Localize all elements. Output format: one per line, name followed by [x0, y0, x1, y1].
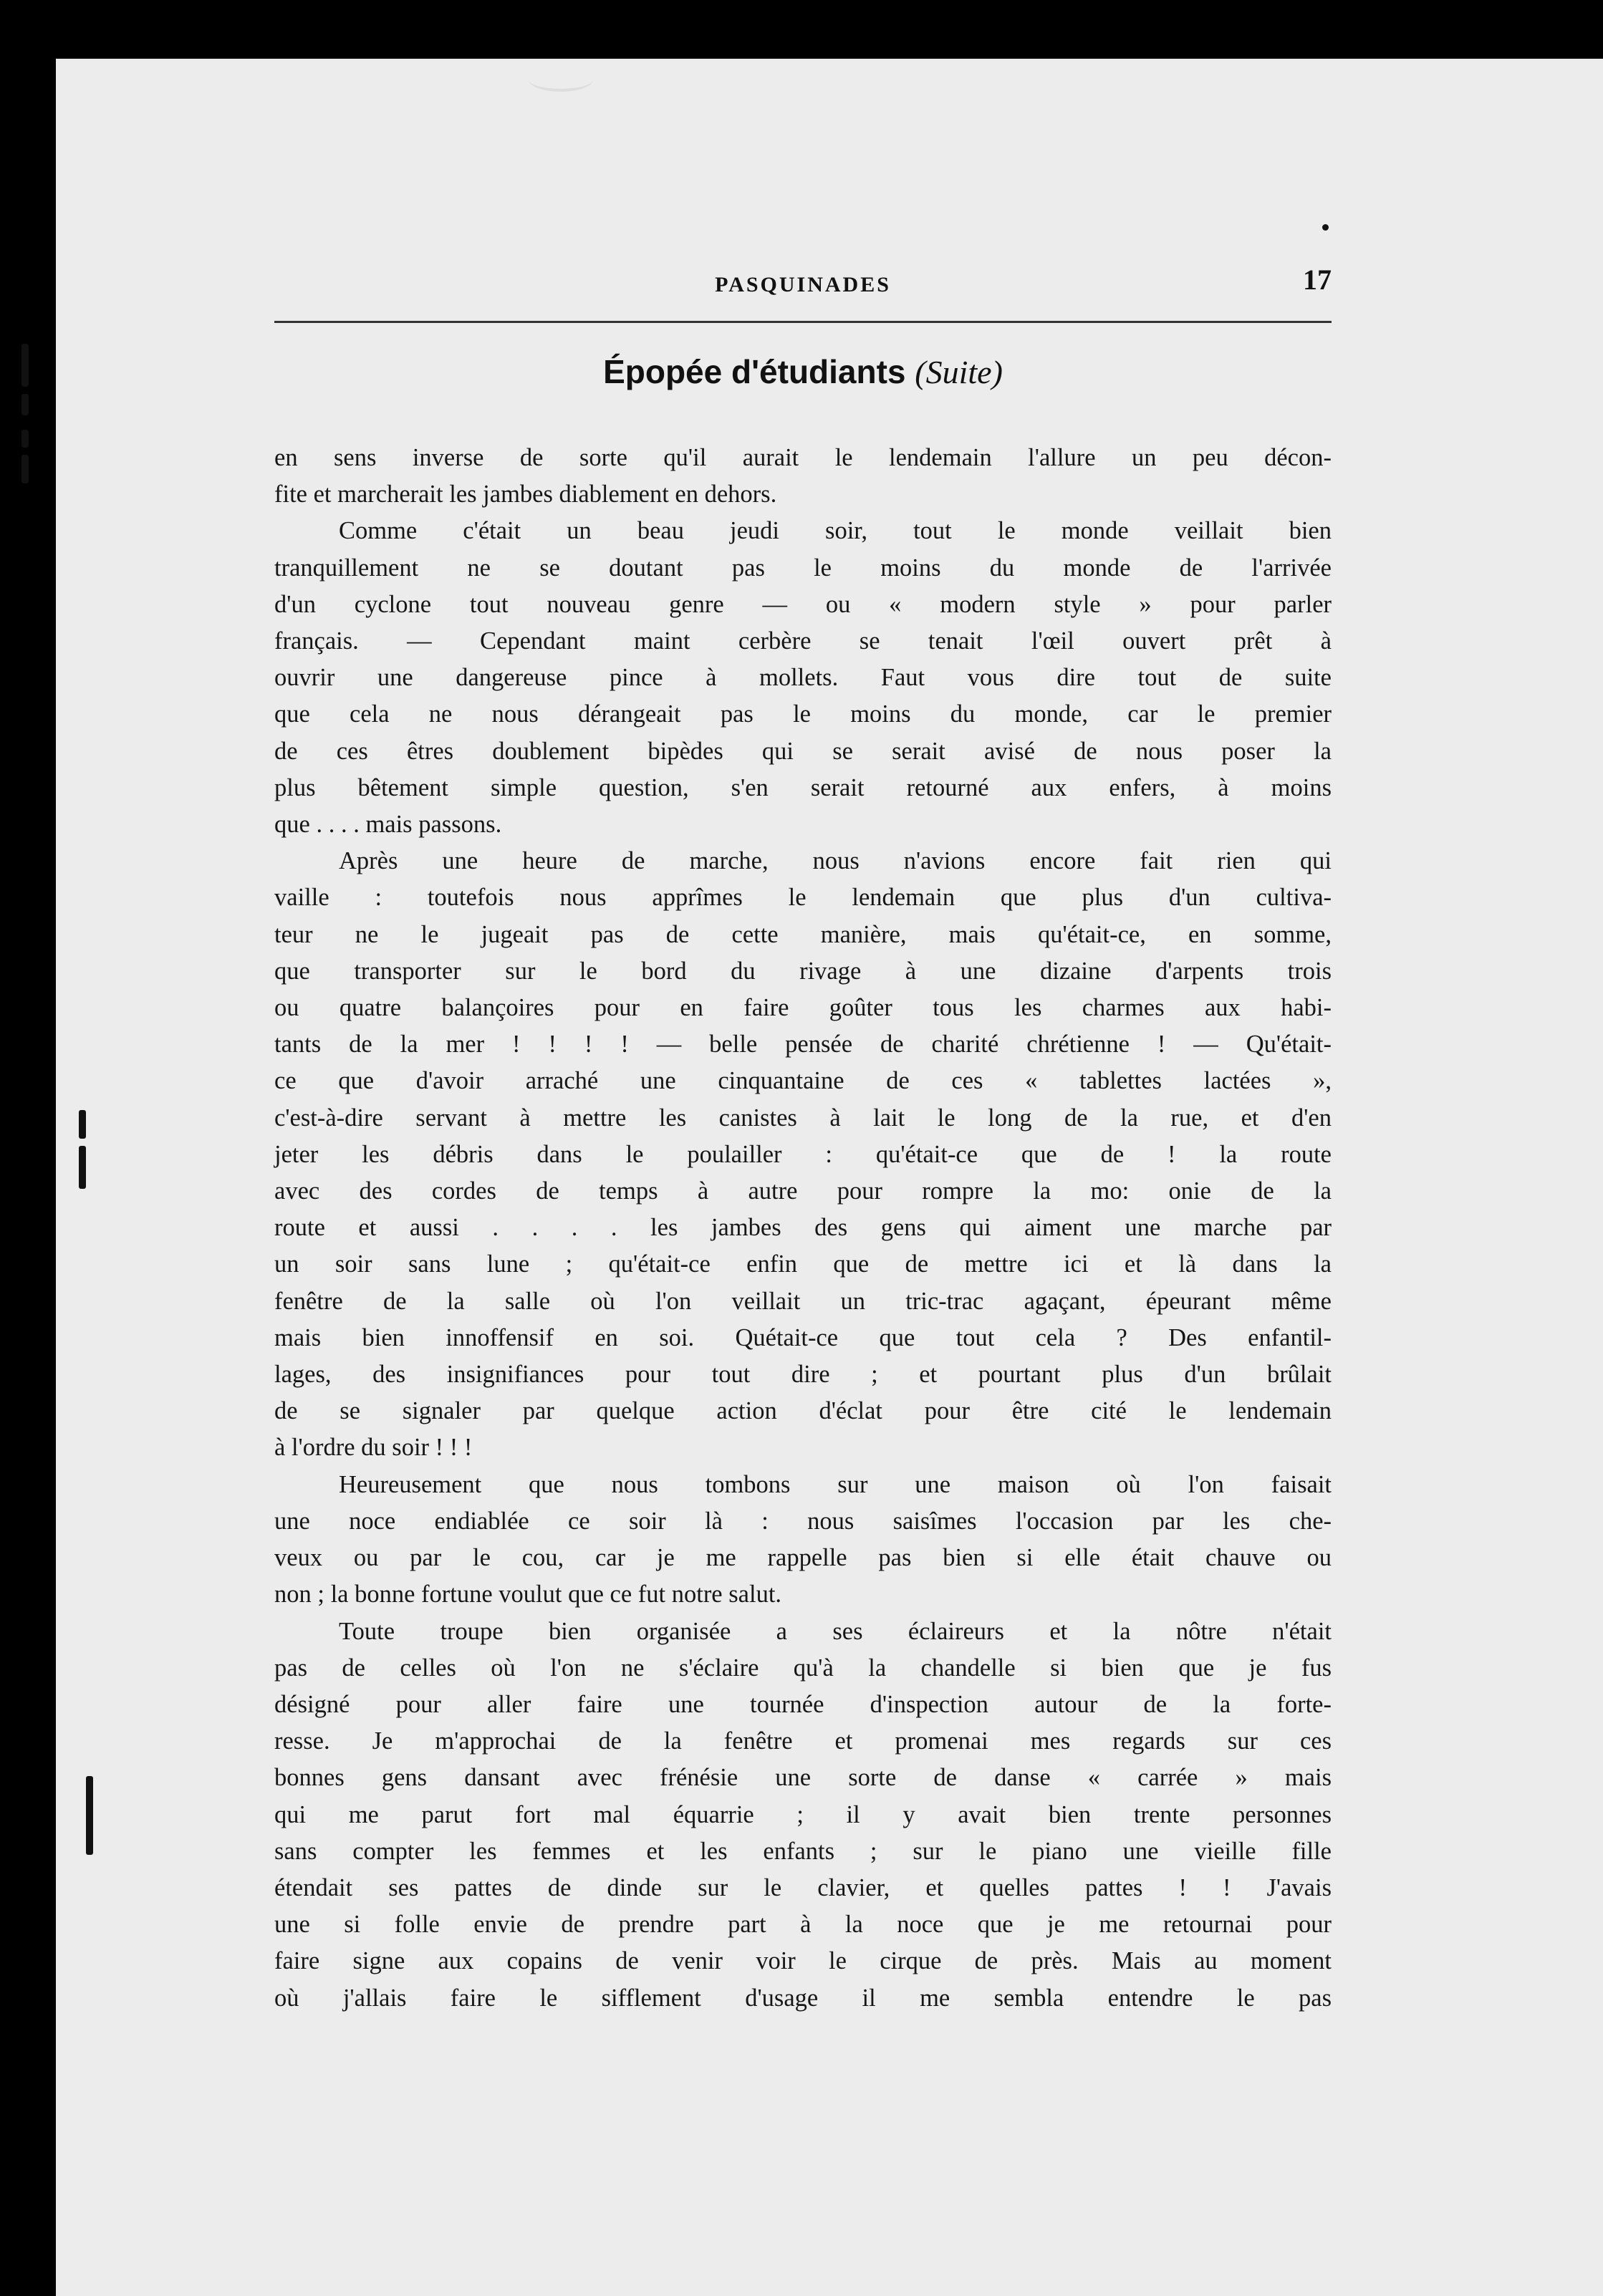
text-line: désigné pour aller faire une tournée d'inspection autour de la forte-: [274, 1690, 1332, 1718]
text-line: en sens inverse de sorte qu'il aurait le lendemain l'allure un peu décon-: [274, 444, 1332, 471]
title-main: Épopée d'étudiants: [603, 353, 906, 390]
running-head: PASQUINADES: [715, 273, 891, 296]
text-line: un soir sans lune ; qu'était-ce enfin que de mettre ici et là dans la: [274, 1250, 1332, 1278]
text-line: plus bêtement simple question, s'en serait retourné aux enfers, à moins: [274, 773, 1332, 801]
text-line: de ces êtres doublement bipèdes qui se serait avisé de nous poser la: [274, 737, 1332, 765]
text-line: fenêtre de la salle où l'on veillait un tric-trac agaçant, épeurant même: [274, 1287, 1332, 1315]
text-line: jeter les débris dans le poulailler : qu'était-ce que de ! la route: [274, 1140, 1332, 1168]
header-rule: [274, 321, 1332, 323]
text-line: faire signe aux copains de venir voir le cirque de près. Mais au moment: [274, 1947, 1332, 1975]
text-line: route et aussi . . . . les jambes des gens qui aiment une marche par: [274, 1214, 1332, 1242]
text-line: fite et marcherait les jambes diablement en dehors.: [274, 481, 777, 508]
text-line: ouvrir une dangereuse pince à mollets. Faut vous dire tout de suite: [274, 664, 1332, 692]
text-line: ce que d'avoir arraché une cinquantaine de ces « tablettes lactées »,: [274, 1067, 1332, 1095]
text-line: une si folle envie de prendre part à la noce que je me retournai pour: [274, 1911, 1332, 1939]
binding-marks: [21, 286, 50, 931]
text-line: teur ne le jugeait pas de cette manière, mais qu'était-ce, en somme,: [274, 920, 1332, 948]
text-line: qui me parut fort mal équarrie ; il y avait bien trente personnes: [274, 1800, 1332, 1828]
page-number: 17: [1303, 264, 1332, 296]
page-header: [274, 210, 1332, 296]
text-line: Après une heure de marche, nous n'avions encore fait rien qui: [339, 847, 1332, 875]
text-line: que . . . . mais passons.: [274, 811, 502, 839]
text-line: Comme c'était un beau jeudi soir, tout le monde veillait bien: [339, 517, 1332, 545]
article-title: [274, 352, 1332, 391]
text-line: Heureusement que nous tombons sur une maison où l'on faisait: [339, 1470, 1332, 1498]
text-line: tants de la mer ! ! ! ! — belle pensée de charité chrétienne ! — Qu'était-: [274, 1031, 1332, 1058]
text-line: vaille : toutefois nous apprîmes le lendemain que plus d'un cultiva-: [274, 884, 1332, 912]
text-line: non ; la bonne fortune voulut que ce fut notre salut.: [274, 1581, 782, 1608]
text-line: à l'ordre du soir ! ! !: [274, 1434, 473, 1462]
text-line: pas de celles où l'on ne s'éclaire qu'à la chandelle si bien que je fus: [274, 1654, 1332, 1682]
title-suite: (Suite): [915, 354, 1003, 390]
scan-mark: [529, 67, 593, 92]
article-body: [274, 440, 1332, 2017]
text-line: avec des cordes de temps à autre pour rompre la mo: onie de la: [274, 1177, 1332, 1205]
text-line: Toute troupe bien organisée a ses éclaireurs et la nôtre n'était: [339, 1617, 1332, 1645]
text-line: sans compter les femmes et les enfants ; sur le piano une vieille fille: [274, 1837, 1332, 1865]
text-line: tranquillement ne se doutant pas le moins du monde de l'arrivée: [274, 554, 1332, 582]
text-line: lages, des insignifiances pour tout dire ; et pourtant plus d'un brûlait: [274, 1361, 1332, 1389]
text-line: une noce endiablée ce soir là : nous saisîmes l'occasion par les che-: [274, 1507, 1332, 1535]
text-line: veux ou par le cou, car je me rappelle pas bien si elle était chauve ou: [274, 1544, 1332, 1572]
text-line: français. — Cependant maint cerbère se tenait l'œil ouvert prêt à: [274, 627, 1332, 655]
text-line: bonnes gens dansant avec frénésie une sorte de danse « carrée » mais: [274, 1764, 1332, 1792]
text-line: où j'allais faire le sifflement d'usage il me sembla entendre le pas: [274, 1984, 1332, 2012]
text-line: d'un cyclone tout nouveau genre — ou « modern style » pour parler: [274, 590, 1332, 618]
text-line: que cela ne nous dérangeait pas le moins du monde, car le premier: [274, 700, 1332, 728]
text-line: de se signaler par quelque action d'éclat pour être cité le lendemain: [274, 1397, 1332, 1425]
text-line: étendait ses pattes de dinde sur le clavier, et quelles pattes ! ! J'avais: [274, 1873, 1332, 1901]
ink-dot: [1322, 224, 1329, 231]
text-line: c'est-à-dire servant à mettre les canistes à lait le long de la rue, et d'en: [274, 1104, 1332, 1132]
text-line: mais bien innoffensif en soi. Quétait-ce que tout cela ? Des enfantil-: [274, 1323, 1332, 1351]
text-line: ou quatre balançoires pour en faire goûter tous les charmes aux habi-: [274, 994, 1332, 1022]
text-line: resse. Je m'approchai de la fenêtre et promenai mes regards sur ces: [274, 1727, 1332, 1755]
text-line: que transporter sur le bord du rivage à une dizaine d'arpents trois: [274, 957, 1332, 985]
